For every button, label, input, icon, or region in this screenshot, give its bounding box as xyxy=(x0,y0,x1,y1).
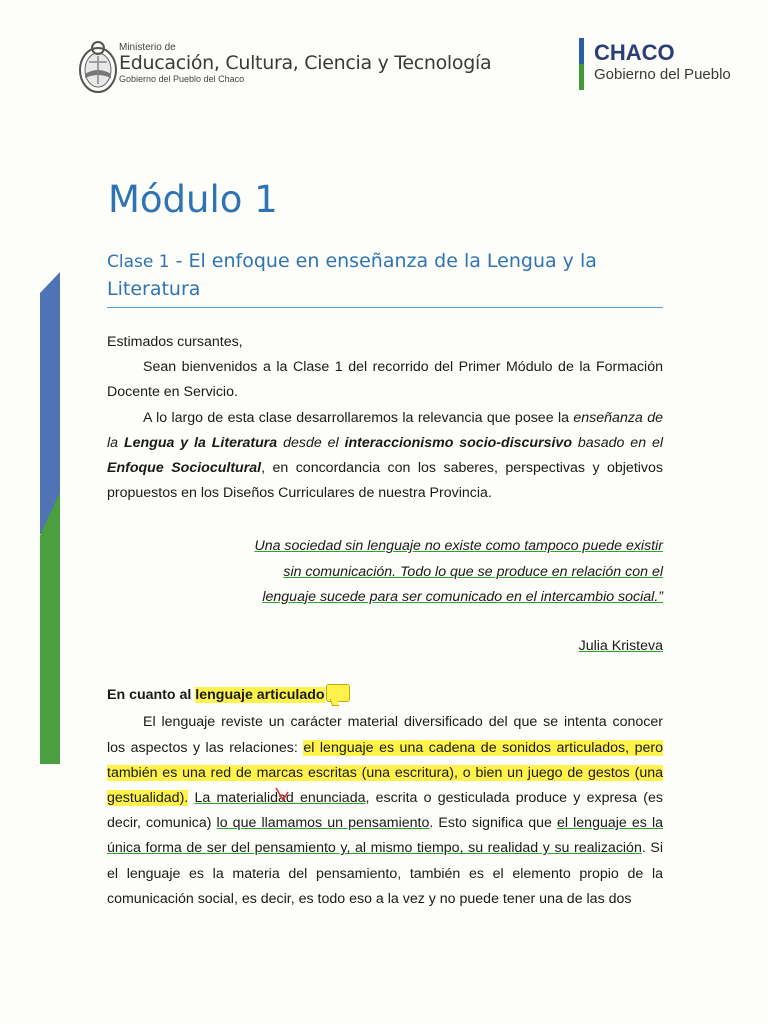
epigraph-quote xyxy=(107,534,663,610)
section-highlight: lenguaje articulado xyxy=(195,687,325,704)
text-run: A lo largo de esta clase desarrollaremos la relevancia que posee la xyxy=(143,409,574,426)
ministry-name: Educación, Cultura, Ciencia y Tecnología xyxy=(119,52,492,74)
insertion-mark-icon xyxy=(274,786,290,804)
text-run: El lenguaje reviste un carácter material diversificado del que se intenta conocer los aspectos y las relaciones: xyxy=(107,714,663,756)
underlined-text: La materialidad enunciada xyxy=(194,790,366,807)
text-run-italic: enseñanza de la xyxy=(107,409,663,451)
document-body xyxy=(107,330,663,912)
provincial-seal-icon xyxy=(77,38,119,96)
text-run: . Esto significa que xyxy=(429,815,557,832)
highlighted-text: el lenguaje es una cadena de sonidos articulados, pero también es una red de marcas escritas (una escritura), o bien un juego de gestos (una gestualidad). xyxy=(107,739,663,807)
greeting: Estimados cursantes, xyxy=(107,334,243,350)
text-run-bold-italic: interaccionismo socio-discursivo xyxy=(344,434,572,451)
underlined-text: lo que llamamos un pensamiento xyxy=(216,815,430,832)
chaco-logo-sub: Gobierno del Pueblo xyxy=(594,66,731,83)
chaco-logo-bar xyxy=(579,38,584,90)
paragraph-welcome: Sean bienvenidos a la Clase 1 del recorrido del Primer Módulo de la Formación Docente en Servicio. xyxy=(107,359,663,401)
module-title: Módulo 1 xyxy=(108,178,278,221)
subtitle-rest: - El enfoque en enseñanza de la Lengua y la Literatura xyxy=(107,250,597,300)
text-run: , escrita o gesticulada produce y expresa (es decir, comunica) xyxy=(107,790,663,832)
text-run: . Si el lenguaje es la materia del pensamiento, también es el elemento propio de la comunicación social, es decir, es todo eso a la vez y no puede tener una de las dos xyxy=(107,840,663,907)
subtitle-lead: Clase 1 xyxy=(107,252,170,272)
side-band-green xyxy=(40,492,60,764)
class-subtitle xyxy=(107,248,663,308)
section-lead: En cuanto al xyxy=(107,687,196,704)
text-run-bold-italic: Lengua y la Literatura xyxy=(123,434,278,451)
section-heading xyxy=(107,683,663,708)
underlined-text: el lenguaje es la única forma de ser del pensamiento y, al mismo tiempo, su realidad y su realización xyxy=(107,815,663,857)
text-run-italic: basado en el xyxy=(572,434,664,451)
side-band-blue xyxy=(40,272,60,534)
text-run-italic: desde el xyxy=(277,434,345,451)
ministry-logo-text xyxy=(119,42,491,85)
ministry-small: Ministerio de xyxy=(119,42,176,53)
chaco-logo-name: CHACO xyxy=(594,40,675,65)
paragraph-intro xyxy=(107,406,663,507)
quote-author: Julia Kristeva xyxy=(578,638,663,655)
page-header xyxy=(0,0,768,110)
text-run-bold-italic: Enfoque Sociocultural xyxy=(107,460,262,477)
ministry-sub: Gobierno del Pueblo del Chaco xyxy=(119,74,245,84)
paragraph-language xyxy=(107,710,663,912)
quote-text: Una sociedad sin lenguaje no existe como tampoco puede existir sin comunicación. Todo lo que se produce en relación con el lenguaje sucede para ser comunicado en el intercambio social.” xyxy=(254,538,663,605)
text-run: , en concordancia con los saberes, perspectivas y objetivos propuestos en los Diseños Curriculares de nuestra Provincia. xyxy=(107,460,663,502)
comment-icon[interactable] xyxy=(326,684,350,702)
